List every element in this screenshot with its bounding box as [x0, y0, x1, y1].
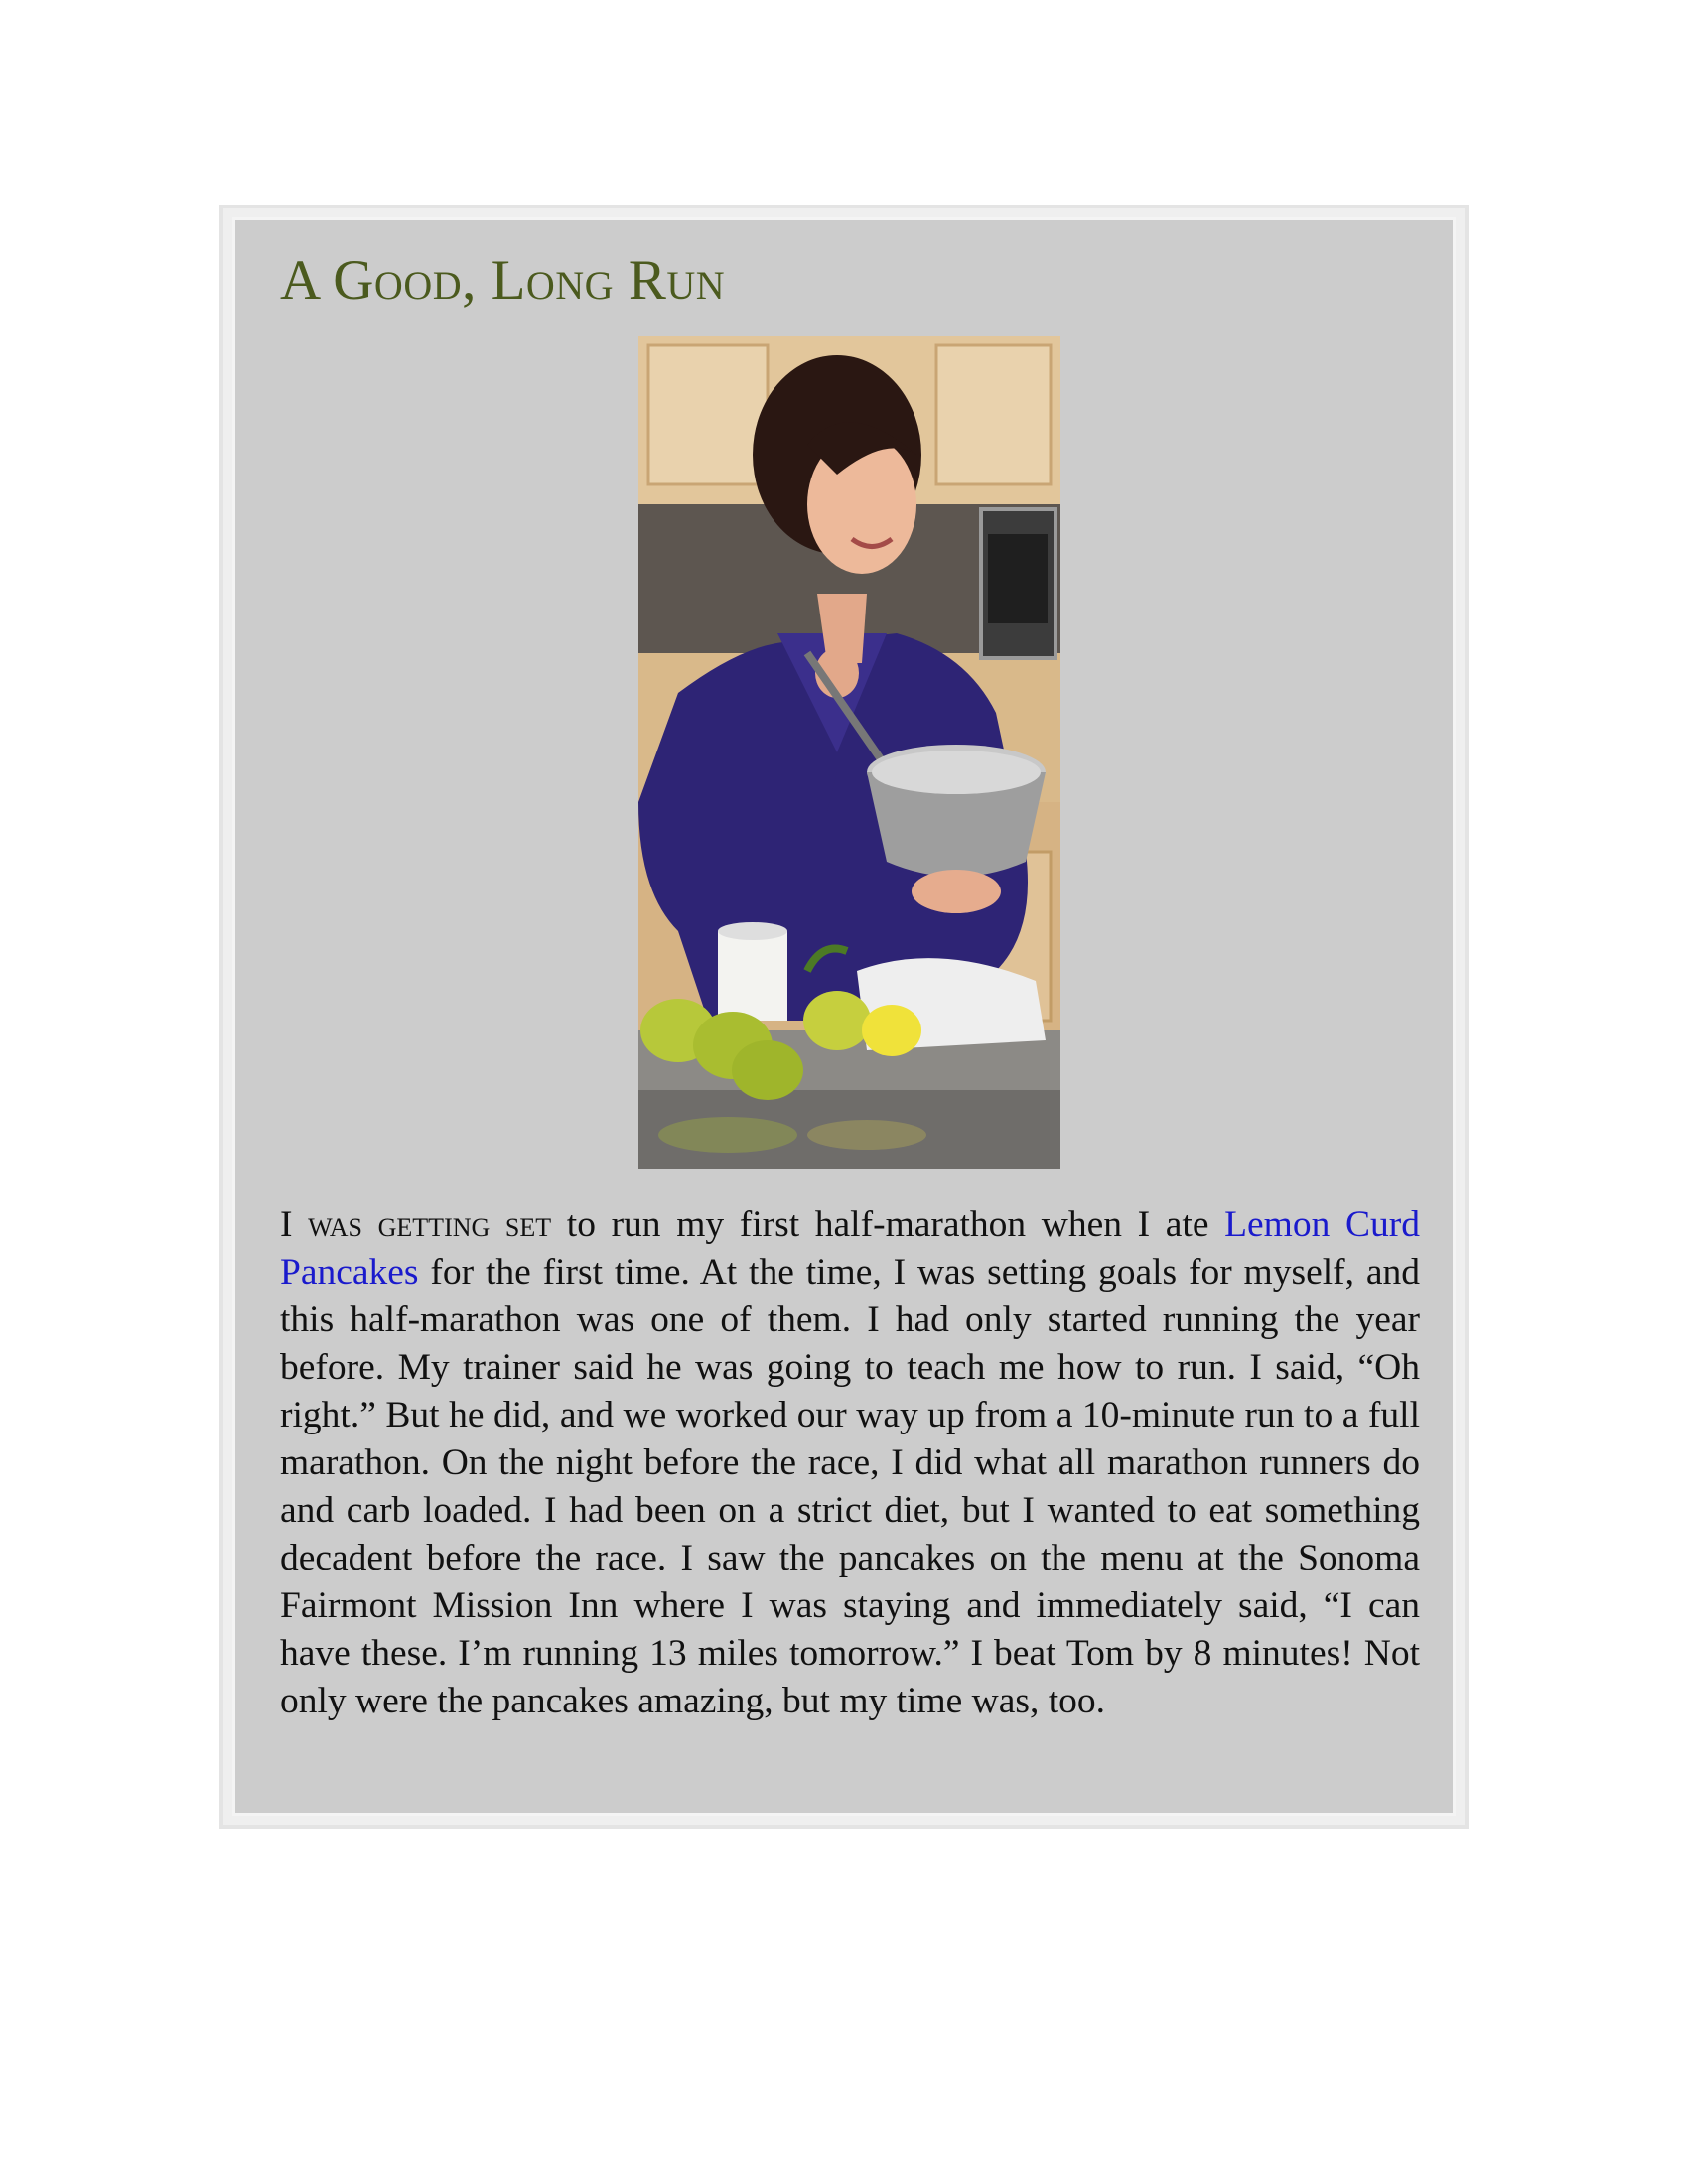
sidebar-body-text	[280, 1201, 1420, 1725]
body-text-part-2: for the first time. At the time, I was setting goals for myself, and this half-marathon was one of them. I had only started running the year before. My trainer said he was going to teach me how to run. I said, “Oh right.” But he did, and we worked our way up from a 10-minute run to a full marathon. On the night before the race, I did what all marathon runners do and carb loaded. I had been on a strict diet, but I wanted to eat something decadent before the race. I saw the pancakes on the menu at the Sonoma Fairmont Mission Inn where I was staying and immediately said, “I can have these. I’m running 13 miles tomorrow.” I beat Tom by 8 minutes! Not only were the pancakes amazing, but my time was, too.	[280, 1252, 1420, 1721]
sidebar-box	[219, 205, 1469, 1829]
body-text-part-1: to run my first half-marathon when I ate	[551, 1204, 1225, 1245]
lemon-curd-pancakes-link[interactable]: Lemon Curd Pancakes	[280, 1204, 1420, 1293]
lead-in-text: I was getting set	[280, 1204, 552, 1245]
sidebar-inner	[232, 217, 1456, 1816]
woman-cooking-photo	[638, 336, 1060, 1169]
sidebar-title: A Good, Long Run	[280, 249, 726, 312]
